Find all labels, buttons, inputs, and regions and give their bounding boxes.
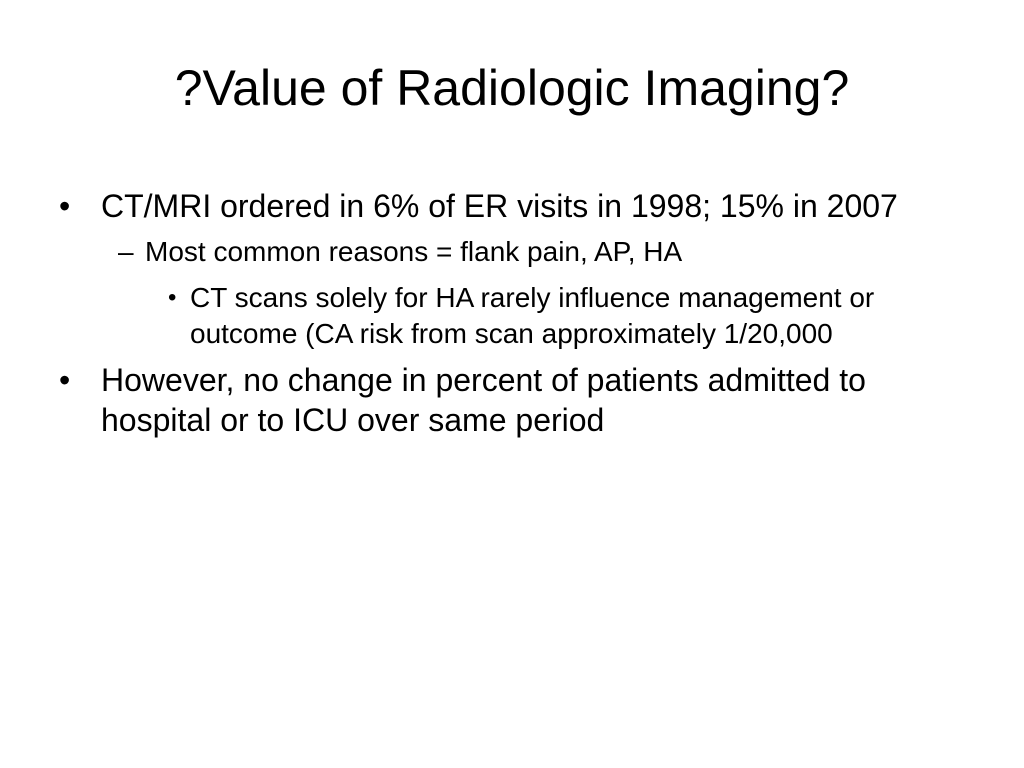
bullet-text: However, no change in percent of patients admitted to hospital or to ICU over same period xyxy=(101,362,866,438)
sub-sub-bullet-marker: • xyxy=(168,284,177,311)
bullet-item-ct-mri-usage xyxy=(55,186,975,226)
bullet-marker: • xyxy=(59,188,71,224)
sub-sub-bullet-item-ct-scans xyxy=(55,280,975,352)
sub-bullet-text: Most common reasons = flank pain, AP, HA xyxy=(145,236,683,267)
bullet-item-admissions xyxy=(55,360,975,440)
slide-title: ?Value of Radiologic Imaging? xyxy=(174,60,850,116)
bullet-text: CT/MRI ordered in 6% of ER visits in 1998; 15% in 2007 xyxy=(101,188,898,224)
sub-sub-bullet-text: CT scans solely for HA rarely influence management or outcome (CA risk from scan approximately 1/20,000 xyxy=(190,282,875,349)
bullet-list xyxy=(55,186,975,448)
sub-bullet-marker: – xyxy=(118,236,134,267)
bullet-marker: • xyxy=(59,362,71,398)
sub-bullet-item-common-reasons xyxy=(55,234,975,270)
